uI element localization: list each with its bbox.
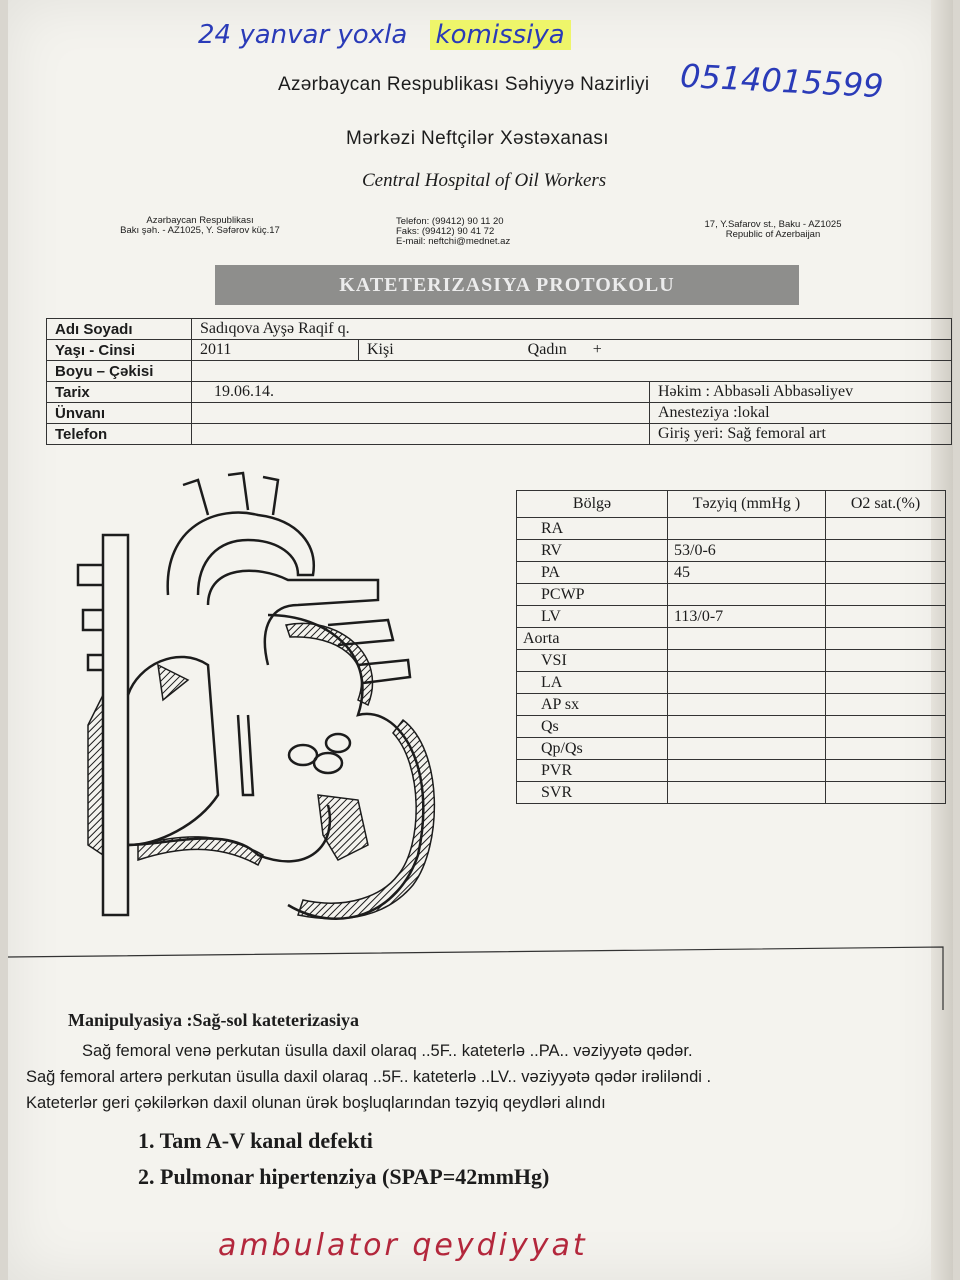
divider-line: [8, 947, 943, 1010]
pressure-cell: [668, 716, 826, 738]
o2-cell: [826, 672, 946, 694]
o2-cell: [826, 518, 946, 540]
o2-cell: [826, 584, 946, 606]
protocol-title: KATETERIZASIYA PROTOKOLU: [215, 265, 799, 305]
table-row: [517, 540, 946, 562]
table-row: [47, 424, 952, 445]
header-pressure: Təzyiq (mmHg ): [668, 491, 826, 518]
section-divider: [8, 935, 953, 1015]
pressure-cell: 113/0-7: [668, 606, 826, 628]
pressure-cell: [668, 760, 826, 782]
document-page: [8, 0, 953, 1280]
region-cell: SVR: [517, 782, 668, 804]
table-row: [517, 738, 946, 760]
region-cell: AP sx: [517, 694, 668, 716]
address-right: [668, 220, 878, 240]
pressure-header-row: [517, 491, 946, 518]
patient-info-table: [46, 318, 952, 445]
manipulation-line-3: Kateterlər geri çəkilərkən daxil olunan ürək boşluqlarından təzyiq qeydləri alındı: [26, 1094, 606, 1112]
address-label: Ünvanı: [47, 403, 192, 424]
region-cell: Qp/Qs: [517, 738, 668, 760]
diagnosis-1: 1. Tam A-V kanal defekti: [138, 1128, 373, 1153]
septum: [238, 715, 253, 795]
valve-1: [289, 745, 317, 765]
name-label: Adı Soyadı: [47, 319, 192, 340]
table-row: [517, 650, 946, 672]
handwritten-bottom-note: ambulator qeydiyyat: [218, 1228, 588, 1263]
aortic-arch: [168, 513, 314, 595]
doctor-name: Həkim : Abbasəli Abbasəliyev: [650, 382, 952, 403]
vena-cava: [103, 535, 128, 915]
table-row: [517, 694, 946, 716]
phone-value: [192, 424, 650, 445]
header-o2: O2 sat.(%): [826, 491, 946, 518]
region-cell: LV: [517, 606, 668, 628]
patient-age: 2011: [192, 340, 359, 361]
address-right-line1: 17, Y.Safarov st., Baku - AZ1025: [704, 219, 842, 230]
manipulation-line-2: Sağ femoral arterə perkutan üsulla daxil olaraq ..5F.. kateterlə ..LV.. vəziyyətə qədər irəliləndi .: [26, 1068, 712, 1086]
male-label: Kişi: [367, 341, 394, 358]
date-label: Tarix: [47, 382, 192, 403]
hatched-patch: [158, 665, 188, 700]
ministry-name: Azərbaycan Respublikası Səhiyyə Nazirliyi: [278, 74, 650, 95]
table-row: [517, 584, 946, 606]
region-cell: PA: [517, 562, 668, 584]
handwritten-note: [198, 20, 571, 50]
o2-cell: [826, 540, 946, 562]
o2-cell: [826, 628, 946, 650]
age-label: Yaşı - Cinsi: [47, 340, 192, 361]
female-label: Qadın: [527, 341, 567, 358]
table-row: [517, 518, 946, 540]
entry-site: Giriş yeri: Sağ femoral art: [650, 424, 952, 445]
address-left-line2: Bakı şəh. - AZ1025, Y. Səfərov küç.17: [120, 225, 280, 236]
heart-diagram: [58, 465, 478, 935]
region-cell: PCWP: [517, 584, 668, 606]
address-right-line2: Republic of Azerbaijan: [725, 229, 821, 240]
handwritten-phone: 0514015599: [679, 56, 885, 106]
pressure-cell: 45: [668, 562, 826, 584]
patient-name: Sadıqova Ayşə Raqif q.: [192, 319, 952, 340]
hospital-name-en: Central Hospital of Oil Workers: [362, 170, 607, 191]
right-pulmonary-veins: [78, 565, 103, 670]
pressure-cell: [668, 672, 826, 694]
region-cell: VSI: [517, 650, 668, 672]
female-mark: +: [592, 341, 602, 358]
hatched-wall-lv: [298, 720, 434, 919]
o2-cell: [826, 782, 946, 804]
arch-branches: [183, 473, 278, 515]
pressure-cell: [668, 518, 826, 540]
handwritten-highlight: komissiya: [430, 20, 571, 50]
region-cell: RV: [517, 540, 668, 562]
region-cell: LA: [517, 672, 668, 694]
o2-cell: [826, 760, 946, 782]
table-row: [517, 672, 946, 694]
manipulation-line-1: Sağ femoral venə perkutan üsulla daxil olaraq ..5F.. kateterlə ..PA.. vəziyyətə qədər.: [82, 1042, 693, 1060]
region-cell: PVR: [517, 760, 668, 782]
region-cell: Aorta: [517, 628, 668, 650]
hospital-name-az: Mərkəzi Neftçilər Xəstəxanası: [346, 128, 609, 149]
table-row: [517, 716, 946, 738]
contact-phone: Telefon: (99412) 90 11 20: [396, 216, 504, 227]
address-left: [90, 216, 310, 236]
table-row: [47, 340, 952, 361]
pressure-cell: 53/0-6: [668, 540, 826, 562]
o2-cell: [826, 694, 946, 716]
gender-cell: [359, 340, 952, 361]
hatched-wall-la: [286, 623, 373, 705]
table-row: [47, 382, 952, 403]
o2-cell: [826, 562, 946, 584]
region-cell: Qs: [517, 716, 668, 738]
o2-cell: [826, 606, 946, 628]
pressure-table: [516, 490, 946, 804]
pressure-cell: [668, 782, 826, 804]
handwritten-date-note: 24 yanvar yoxla: [198, 20, 408, 50]
contact-block: [396, 217, 566, 247]
height-value: [192, 361, 952, 382]
address-left-line1: Azərbaycan Respublikası: [146, 215, 254, 226]
phone-label: Telefon: [47, 424, 192, 445]
table-row: [517, 782, 946, 804]
diagnosis-2: 2. Pulmonar hipertenziya (SPAP=42mmHg): [138, 1164, 550, 1189]
table-row: [47, 319, 952, 340]
table-row: [517, 760, 946, 782]
valve-2: [314, 753, 342, 773]
date-text: 19.06.14.: [214, 383, 274, 400]
table-row: [517, 606, 946, 628]
pressure-cell: [668, 650, 826, 672]
table-row: [47, 361, 952, 382]
anesthesia-value: Anesteziya :lokal: [650, 403, 952, 424]
pressure-cell: [668, 628, 826, 650]
manipulation-title: Manipulyasiya :Sağ-sol kateterizasiya: [68, 1010, 359, 1030]
o2-cell: [826, 738, 946, 760]
table-row: [47, 403, 952, 424]
date-value: [192, 382, 650, 403]
hatched-wall-ra: [88, 695, 103, 855]
valve-3: [326, 734, 350, 752]
pressure-cell: [668, 694, 826, 716]
contact-fax: Faks: (99412) 90 41 72: [396, 226, 495, 237]
hatched-walls: [88, 623, 434, 918]
pressure-cell: [668, 584, 826, 606]
height-label: Boyu – Çəkisi: [47, 361, 192, 382]
table-row: [517, 562, 946, 584]
pressure-cell: [668, 738, 826, 760]
o2-cell: [826, 716, 946, 738]
header-region: Bölgə: [517, 491, 668, 518]
region-cell: RA: [517, 518, 668, 540]
table-row: [517, 628, 946, 650]
hatched-septum: [318, 795, 368, 860]
hatched-wall-rv: [138, 837, 263, 865]
address-value: [192, 403, 650, 424]
o2-cell: [826, 650, 946, 672]
contact-email: E-mail: neftchi@mednet.az: [396, 236, 511, 247]
